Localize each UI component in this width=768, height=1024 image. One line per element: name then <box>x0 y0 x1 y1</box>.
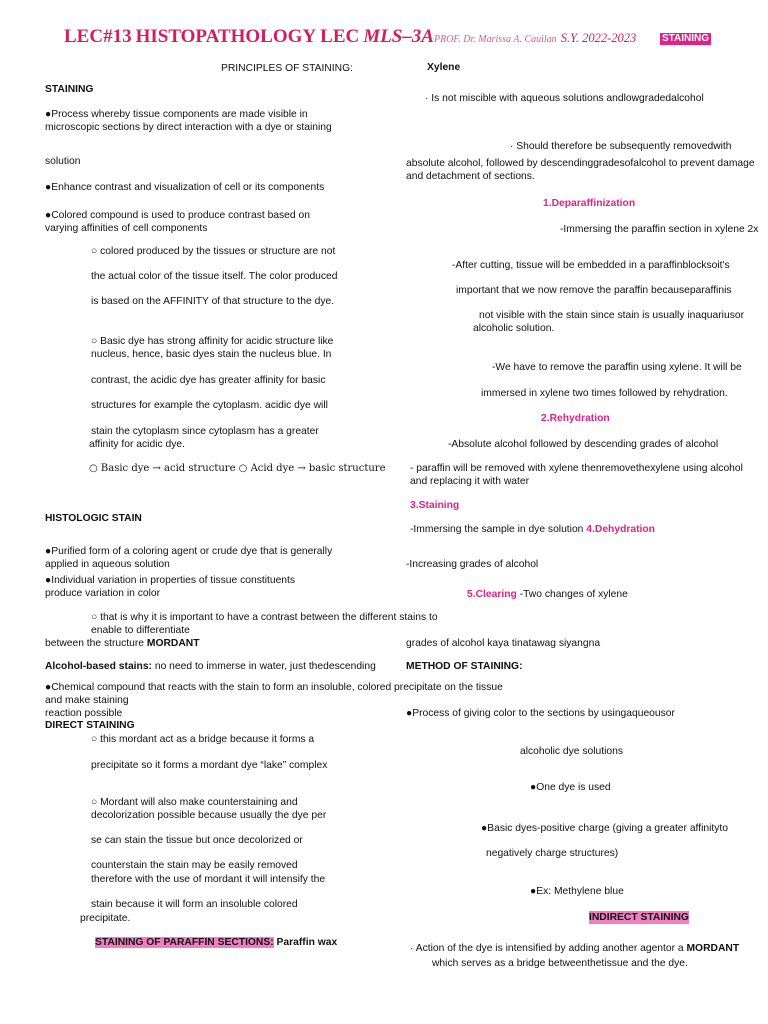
paragraph-line: negatively charge structures) <box>486 848 619 859</box>
paragraph-line: ●Individual variation in properties of tissue constituents <box>45 575 296 586</box>
paragraph-line: decolorization possible because usually the dye per <box>91 810 327 821</box>
direct-staining-heading: DIRECT STAINING <box>45 720 135 731</box>
paragraph-line: ●Purified form of a coloring agent or crude dye that is generally <box>45 546 333 557</box>
paragraph-line: and make staining <box>45 695 129 706</box>
paragraph-line: ○ this mordant act as a bridge because it forms a <box>91 734 315 745</box>
paragraph-line: counterstain the stain may be easily removed <box>91 860 298 871</box>
paragraph-line: -We have to remove the paraffin using xylene. It will be <box>492 362 742 373</box>
paragraph-line: enable to differentiate <box>91 625 190 636</box>
paragraph-line: · Action of the dye is intensified by adding another agentor a MORDANT <box>410 943 740 954</box>
section-code: MLS–3A <box>363 26 434 47</box>
step-staining: 3.Staining <box>410 500 460 511</box>
paragraph-line: · Is not miscible with aqueous solutions andlowgradedalcohol <box>425 93 704 104</box>
paragraph-line: ●One dye is used <box>530 782 611 793</box>
paragraph-line: which serves as a bridge betweenthetissue and the dye. <box>432 958 688 969</box>
paragraph-line: precipitate. <box>80 913 131 924</box>
paragraph-line: nucleus, hence, basic dyes stain the nucleus blue. In <box>91 349 332 360</box>
step-dehydration: 4.Dehydration <box>586 524 655 535</box>
xylene-heading: Xylene <box>427 62 461 73</box>
paragraph-line: ●Basic dyes-positive charge (giving a greater affinityto <box>481 823 728 834</box>
paragraph-line: alcoholic solution. <box>473 323 555 334</box>
paragraph-line: and replacing it with water <box>410 476 530 487</box>
principles-title: PRINCIPLES OF STAINING: <box>221 63 353 74</box>
paragraph-line: - paraffin will be removed with xylene thenremovethexylene using alcohol <box>410 463 743 474</box>
paragraph-line: solution <box>45 156 81 167</box>
paragraph-line: se can stain the tissue but once decolorized or <box>91 835 303 846</box>
paragraph-line: not visible with the stain since stain is usually inaquariusor <box>479 310 744 321</box>
method-of-staining-heading: METHOD OF STAINING: <box>406 661 523 672</box>
paragraph-line: ○ Mordant will also make counterstaining and <box>91 797 298 808</box>
paragraph-line: immersed in xylene two times followed by rehydration. <box>481 388 728 399</box>
indirect-staining-heading: INDIRECT STAINING <box>589 912 689 923</box>
paragraph-line: alcoholic dye solutions <box>520 746 624 757</box>
staining-heading: STAINING <box>45 84 94 95</box>
paragraph-line: stain the cytoplasm since cytoplasm has a greater <box>91 426 319 437</box>
paraffin-sections-line: STAINING OF PARAFFIN SECTIONS: Paraffin wax <box>95 937 338 948</box>
paragraph-line: important that we now remove the paraffin becauseparaffinis <box>456 285 732 296</box>
paragraph-line: ○ colored produced by the tissues or structure are not <box>91 246 336 257</box>
step-deparaffinization: 1.Deparaffinization <box>543 198 636 209</box>
paragraph-line: produce variation in color <box>45 588 161 599</box>
paragraph-line: ●Colored compound is used to produce contrast based on <box>45 210 310 221</box>
step-clearing: 5.Clearing <box>467 589 517 600</box>
dye-affinity-line: ○ Basic dye → acid structure ○ Acid dye → basic structure <box>89 463 386 474</box>
paragraph-line: ●Ex: Methylene blue <box>530 886 624 897</box>
mordant-label: MORDANT <box>146 638 200 649</box>
topic-badge: STAINING <box>662 33 710 44</box>
paragraph-line: ●Process of giving color to the sections by usingaqueousor <box>406 708 675 719</box>
paragraph-line: microscopic sections by direct interaction with a dye or staining <box>45 122 332 133</box>
paragraph-line: stain because it will form an insoluble colored <box>91 899 298 910</box>
paragraph-line: -After cutting, tissue will be embedded in a paraffinblocksoit's <box>452 260 730 271</box>
paragraph-line: · Should therefore be subsequently removedwith <box>510 141 732 152</box>
paragraph-line: and detachment of sections. <box>406 171 535 182</box>
professor-name: PROF. Dr. Marissa A. Cauilan <box>433 34 557 45</box>
school-year: S.Y. 2022-2023 <box>560 31 637 45</box>
highlighted-heading: STAINING OF PARAFFIN SECTIONS: <box>95 937 274 948</box>
paragraph-line: ●Chemical compound that reacts with the stain to form an insoluble, colored precipitate on the tissue <box>45 682 503 693</box>
paragraph-line: grades of alcohol kaya tinatawag siyangna <box>406 638 601 649</box>
paragraph-line: applied in aqueous solution <box>45 559 170 570</box>
paragraph-line: absolute alcohol, followed by descendinggradesofalcohol to prevent damage <box>406 158 755 169</box>
paragraph-line: between the structure MORDANT <box>45 638 200 649</box>
paragraph-line: ●Enhance contrast and visualization of cell or its components <box>45 182 325 193</box>
course-title: HISTOPATHOLOGY LEC <box>135 26 360 47</box>
paragraph-line: -Immersing the sample in dye solution 4.Dehydration <box>410 524 655 535</box>
clearing-line: 5.Clearing -Two changes of xylene <box>467 589 628 600</box>
paragraph-line: ○ that is why it is important to have a contrast between the different stains to <box>91 612 438 623</box>
paragraph-line: ○ Basic dye has strong affinity for acidic structure like <box>91 336 334 347</box>
paragraph-line: is based on the AFFINITY of that structure to the dye. <box>91 296 335 307</box>
lecture-number: LEC#13 <box>64 26 132 47</box>
paragraph-line: structures for example the cytoplasm. acidic dye will <box>91 400 328 411</box>
paragraph-line: affinity for acidic dye. <box>89 439 185 450</box>
paragraph-line: contrast, the acidic dye has greater affinity for basic <box>91 375 326 386</box>
alcohol-based-line: Alcohol-based stains: no need to immerse in water, just thedescending <box>45 661 376 672</box>
paragraph-line: -Increasing grades of alcohol <box>406 559 539 570</box>
paragraph-line: the actual color of the tissue itself. The color produced <box>91 271 338 282</box>
paragraph-line: -Absolute alcohol followed by descending grades of alcohol <box>448 439 719 450</box>
histologic-stain-heading: HISTOLOGIC STAIN <box>45 513 142 524</box>
document-header <box>64 26 636 48</box>
paragraph-line: -Immersing the paraffin section in xylene 2x <box>560 224 759 235</box>
paragraph-line: ●Process whereby tissue components are made visible in <box>45 109 308 120</box>
paragraph-line: reaction possible <box>45 708 123 719</box>
step-rehydration: 2.Rehydration <box>541 413 610 424</box>
paragraph-line: therefore with the use of mordant it will intensify the <box>91 874 326 885</box>
paragraph-line: varying affinities of cell components <box>45 223 208 234</box>
paragraph-line: precipitate so it forms a mordant dye “lake” complex <box>91 760 328 771</box>
